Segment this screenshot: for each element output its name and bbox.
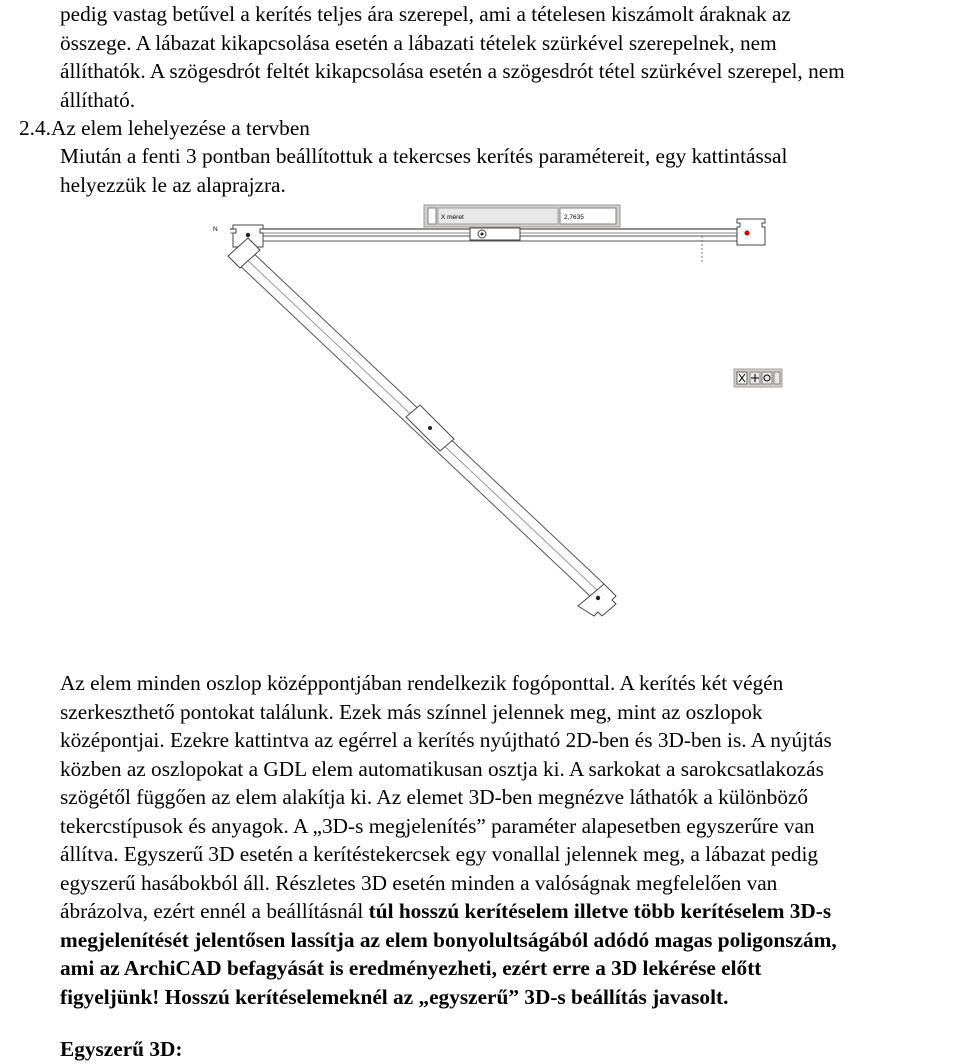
section-line: helyezzük le az alaprajzra. [60, 172, 286, 197]
top-post-middle[interactable] [470, 228, 520, 240]
warning-line: megjelenítését jelentősen lassítja az elem bonyolultságából adódó magas poligonszám, [60, 927, 837, 952]
intro-line: állítható. [60, 87, 136, 112]
intro-line: összege. A lábazat kikapcsolása esetén a lábazati tételek szürkével szerepelnek, nem [60, 30, 777, 55]
body-paragraph [60, 669, 837, 1011]
body-line: egyszerű hasábokból áll. Részletes 3D esetén minden a valóságnak megfelelően van [60, 870, 778, 895]
body-mixed-line [60, 897, 837, 926]
intro-line: állíthatók. A szögesdrót feltét kikapcsolása esetén a szögesdrót tétel szürkével szerepel, nem [60, 59, 845, 83]
subheading: Egyszerű 3D: [60, 1037, 183, 1061]
body-mixed-normal: ábrázolva, ezért ennél a beállításnál [60, 899, 369, 923]
body-line: középontjai. Ezekre kattintva az egérrel a kerítés nyújtható 2D-ben és 3D-ben is. A nyújtás [60, 728, 832, 752]
body-line: tekercstípusok és anyagok. A „3D-s megjelenítés” paraméter alapesetben egyszerűre van [60, 813, 815, 838]
mini-toolbar[interactable] [734, 369, 782, 387]
top-post-right[interactable] [737, 219, 765, 245]
section-line: Miután a fenti 3 pontban beállítottuk a tekercses kerítés paramétereit, egy kattintással [60, 144, 788, 168]
intro-line: pedig vastag betűvel a kerítés teljes ára szerepel, ami a tételesen kiszámolt áraknak az [60, 2, 791, 26]
body-mixed-bold: túl hosszú kerítéselem illetve több kerítéselem 3D-s [368, 899, 832, 923]
north-marker: N [213, 226, 218, 233]
body-line: szerkeszthető pontokat találunk. Ezek más színnel jelennek meg, mint az oszlopok [60, 699, 763, 724]
toolbar-more-icon[interactable] [774, 372, 780, 384]
body-line: szögétől függően az elem alakítja ki. Az elemet 3D-ben megnézve láthatók a különböző [60, 785, 809, 809]
diagonal-post-middle[interactable] [406, 405, 454, 451]
warning-line: figyeljünk! Hosszú kerítéselemeknél az „egyszerű” 3D-s beállítás javasolt. [60, 984, 729, 1009]
dimension-input-value: 2,7635 [564, 214, 584, 221]
dimension-input-label: X méret [441, 214, 464, 221]
body-line: közben az oszlopokat a GDL elem automatikusan osztja ki. A sarkokat a sarokcsatlakozás [60, 756, 824, 781]
section-number: 2.4. [19, 116, 51, 140]
section-title: Az elem lehelyezése a tervben [50, 116, 310, 140]
body-line: állítva. Egyszerű 3D esetén a kerítéstekercsek egy vonallal jelennek meg, a lábazat pedig [60, 842, 819, 866]
warning-line: ami az ArchiCAD befagyását is eredményezheti, ezért erre a 3D lekérése előtt [60, 956, 762, 980]
body-line: Az elem minden oszlop középpontjában rendelkezik fogóponttal. A kerítés két végén [60, 671, 784, 695]
diagonal-post-bottom[interactable] [578, 584, 616, 616]
dimension-input-box[interactable] [424, 205, 620, 227]
